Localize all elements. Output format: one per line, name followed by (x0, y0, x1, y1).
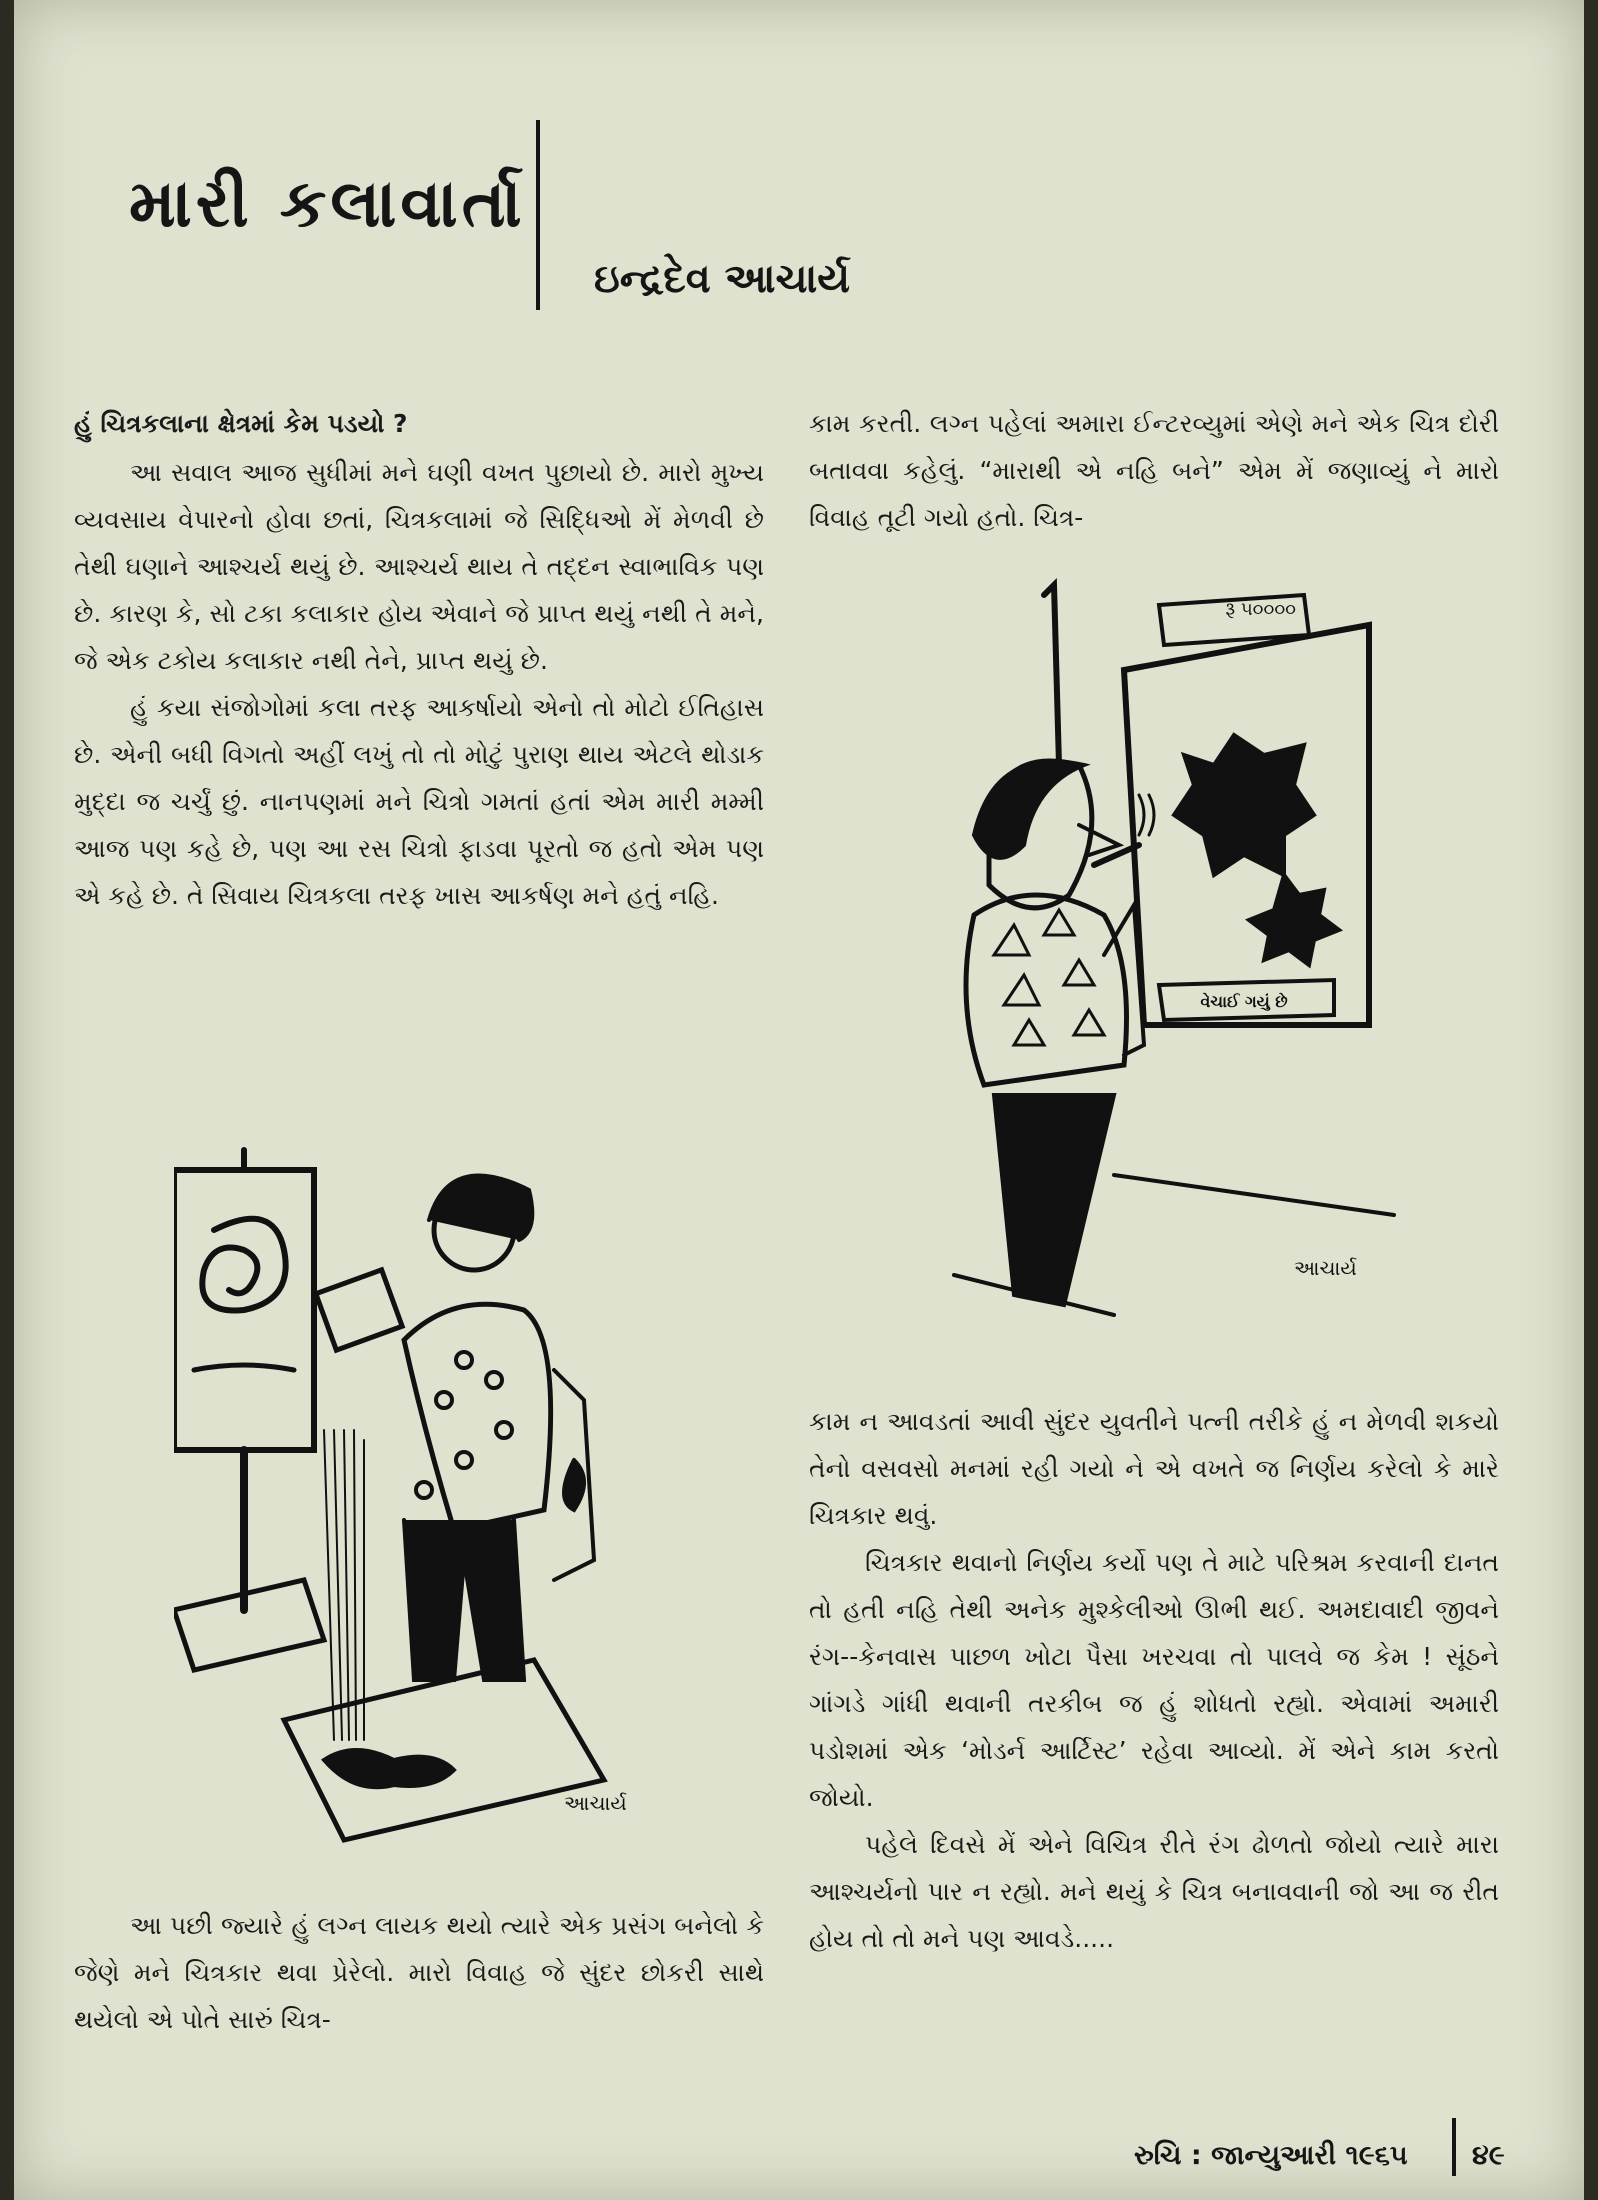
section-heading: હું ચિત્રકલાના ક્ષેત્રમાં કેમ પડયો ? (74, 409, 408, 438)
sold-sign-text: વેચાઈ ગયું છે (1200, 992, 1288, 1011)
signature: આચાર્ય (1294, 1256, 1357, 1280)
right-column-top-text (809, 400, 1499, 541)
magazine-page (14, 0, 1584, 2200)
magazine-footer: રુચિ : જાન્યુઆરી ૧૯૬૫ (1134, 2140, 1408, 2171)
paragraph: કામ કરતી. લગ્ન પહેલાં અમારા ઈન્ટરવ્યુમાં એણે મને એક ચિત્ર દોરી બતાવવા કહેલું. “મારાથી એ નહિ બને” એમ મેં જણાવ્યું ને મારો વિવાહ તૂટી ગયો હતો. ચિત્ર- (809, 409, 1499, 532)
title-divider (536, 120, 540, 310)
page-number: ૪૯ (1472, 2140, 1505, 2171)
paragraph: પહેલે દિવસે મેં એને વિચિત્ર રીતે રંગ ઢોળતો જોયો ત્યારે મારા આશ્ચર્યનો પાર ન રહ્યો. મને થયું કે ચિત્ર બનાવવાની જો આ જ રીત હોય તો તો મને પણ આવડે..... (809, 1830, 1499, 1953)
paragraph: આ સવાલ આજ સુધીમાં મને ઘણી વખત પુછાયો છે. મારો મુખ્ય વ્યવસાય વેપારનો હોવા છતાં, ચિત્રકલામાં જે સિદ્ધિઓ મેં મેળવી છે તેથી ઘણાને આશ્ચર્ય થયું છે. આશ્ચર્ય થાય તે તદ્દન સ્વાભાવિક પણ છે. કારણ કે, સો ટકા કલાકાર હોય એવાને જે પ્રાપ્ત થયું નથી તે મને, જે એક ટકોય કલાકાર નથી તેને, પ્રાપ્ત થયું છે. (74, 458, 764, 675)
paragraph: ચિત્રકાર થવાનો નિર્ણય કર્યો પણ તે માટે પરિશ્રમ કરવાની દાનત તો હતી નહિ તેથી અનેક મુશ્કેલીઓ ઊભી થઈ. અમદાવાદી જીવને રંગ--કેનવાસ પાછળ ખોટા પૈસા ખરચવા તો પાલવે જ કેમ ! સૂંઠને ગાંગડે ગાંધી થવાની તરકીબ જ હું શોધતો રહ્યો. એવામાં અમારી પડોશમાં એક ‘મોડર્ન આર્ટિસ્ટ’ રહેવા આવ્યો. મેં એને કામ કરતો જોયો. (809, 1548, 1499, 1812)
signature: આચાર્ય (564, 1791, 627, 1815)
cartoon-artist-painting (174, 1140, 704, 1850)
article-title: મારી કલાવાર્તા (129, 165, 526, 242)
left-column-bottom-text (74, 1902, 764, 2043)
article-author: ઇન્દ્રદેવ આચાર્ય (594, 256, 851, 302)
footer-divider (1452, 2118, 1456, 2176)
right-column-bottom-text (809, 1398, 1499, 1962)
price-tag-text: રૂ ૫૦૦૦૦ (1225, 599, 1296, 620)
paragraph: આ પછી જ્યારે હું લગ્ન લાયક થયો ત્યારે એક પ્રસંગ બનેલો કે જેણે મને ચિત્રકાર થવા પ્રેરેલો. મારો વિવાહ જે સુંદર છોકરી સાથે થયેલો એ પોતે સારું ચિત્ર- (74, 1911, 764, 2034)
paragraph: હું કયા સંજોગોમાં કલા તરફ આકર્ષાયો એનો તો મોટો ઈતિહાસ છે. એની બધી વિગતો અહીં લખું તો તો મોટું પુરાણ થાય એટલે થોડાક મુદ્દા જ ચર્ચું છું. નાનપણમાં મને ચિત્રો ગમતાં હતાં એમ મારી મમ્મી આજ પણ કહે છે, પણ આ રસ ચિત્રો ફાડવા પૂરતો જ હતો એમ પણ એ કહે છે. તે સિવાય ચિત્રકલા તરફ ખાસ આકર્ષણ મને હતું નહિ. (74, 693, 764, 910)
cartoon-sold-painting (914, 575, 1434, 1355)
paragraph: કામ ન આવડતાં આવી સુંદર યુવતીને પત્ની તરીકે હું ન મેળવી શકયો તેનો વસવસો મનમાં રહી ગયો ને એ વખતે જ નિર્ણય કરેલો કે મારે ચિત્રકાર થવું. (809, 1407, 1499, 1530)
left-column-text (74, 400, 764, 919)
